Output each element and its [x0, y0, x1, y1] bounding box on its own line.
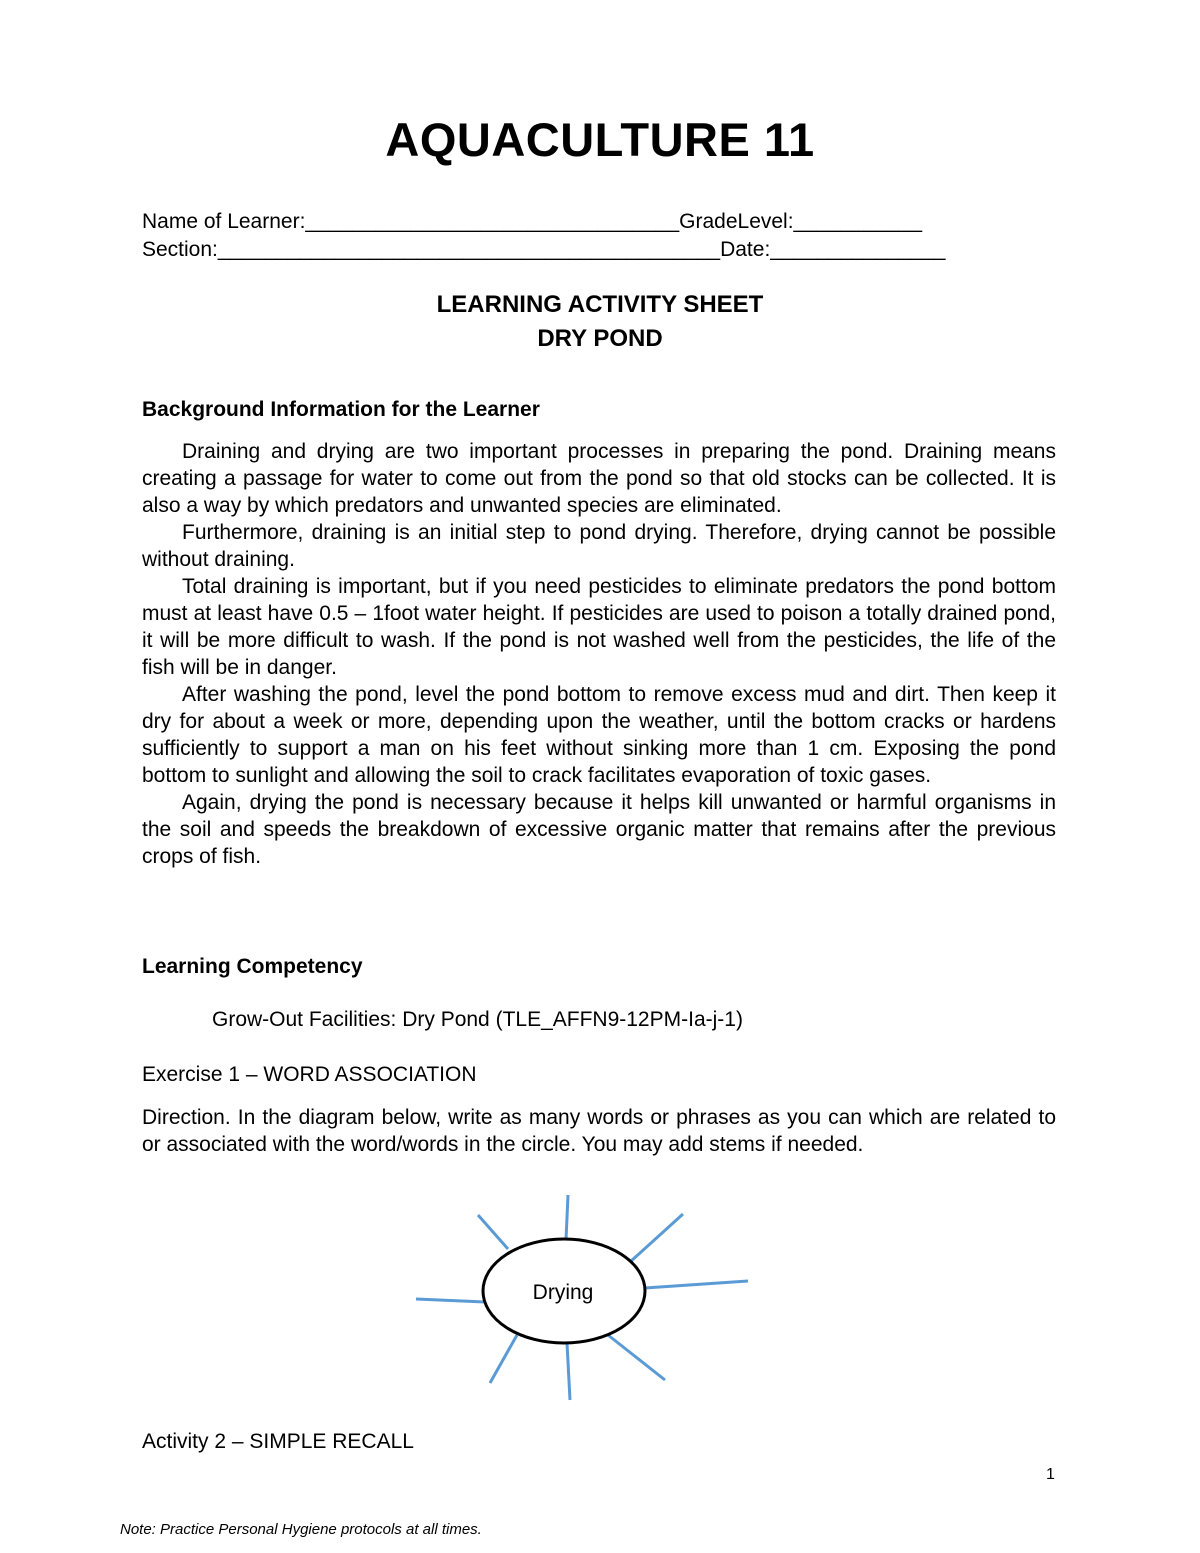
learner-name-grade-field[interactable]: Name of Learner:________________________________GradeLevel:___________: [142, 210, 923, 233]
competency-heading: Learning Competency: [142, 955, 363, 978]
stem: [567, 1343, 570, 1400]
footer-note: Note: Practice Personal Hygiene protocols at all times.: [120, 1521, 482, 1538]
paragraph: Again, drying the pond is necessary because it helps kill unwanted or harmful organisms in the soil and speeds the breakdown of excessive organic matter that remains after the previous crops of fish.: [142, 791, 1056, 868]
stem: [416, 1299, 485, 1302]
stem: [645, 1281, 748, 1288]
stem: [608, 1335, 665, 1380]
paragraph: Draining and drying are two important processes in preparing the pond. Draining means creating a passage for water to come out from the pond so that old stocks can be collected. It is also a way by which predators and unwanted species are eliminated.: [142, 440, 1056, 517]
sheet-subtitle: DRY POND: [537, 325, 663, 352]
stem: [630, 1214, 683, 1262]
center-word: Drying: [532, 1281, 594, 1304]
competency-text: Grow-Out Facilities: Dry Pond (TLE_AFFN9-12PM-Ia-j-1): [212, 1008, 743, 1031]
sheet-title: LEARNING ACTIVITY SHEET: [436, 291, 764, 318]
stem: [478, 1215, 508, 1249]
paragraph: Furthermore, draining is an initial step to pond drying. Therefore, drying cannot be possible without draining.: [142, 521, 1056, 571]
document-title: AQUACULTURE 11: [385, 113, 815, 166]
page-number: 1: [1046, 1466, 1055, 1483]
stem: [566, 1195, 568, 1240]
learner-info-fields: [142, 208, 1022, 264]
word-association-diagram[interactable]: [400, 1185, 770, 1415]
section-date-field[interactable]: Section:___________________________________________Date:_______________: [142, 238, 946, 261]
background-text: [142, 438, 1056, 870]
exercise1-title: Exercise 1 – WORD ASSOCIATION: [142, 1063, 477, 1086]
paragraph: Total draining is important, but if you need pesticides to eliminate predators the pond bottom must at least have 0.5 – 1foot water height. If pesticides are used to poison a totally drained pond, it will be more difficult to wash. If the pond is not washed well from the pesticides, the life of the fish will be in danger.: [142, 575, 1056, 679]
stem: [490, 1335, 517, 1383]
background-heading: Background Information for the Learner: [142, 398, 540, 421]
activity2-title: Activity 2 – SIMPLE RECALL: [142, 1430, 414, 1453]
paragraph: After washing the pond, level the pond bottom to remove excess mud and dirt. Then keep it dry for about a week or more, depending upon the weather, until the bottom cracks or hardens sufficiently to support a man on his feet without sinking more than 1 cm. Exposing the pond bottom to sunlight and allowing the soil to crack facilitates evaporation of toxic gases.: [142, 683, 1056, 787]
exercise1-direction: Direction. In the diagram below, write as many words or phrases as you can which are related to or associated with the word/words in the circle. You may add stems if needed.: [142, 1106, 1056, 1156]
